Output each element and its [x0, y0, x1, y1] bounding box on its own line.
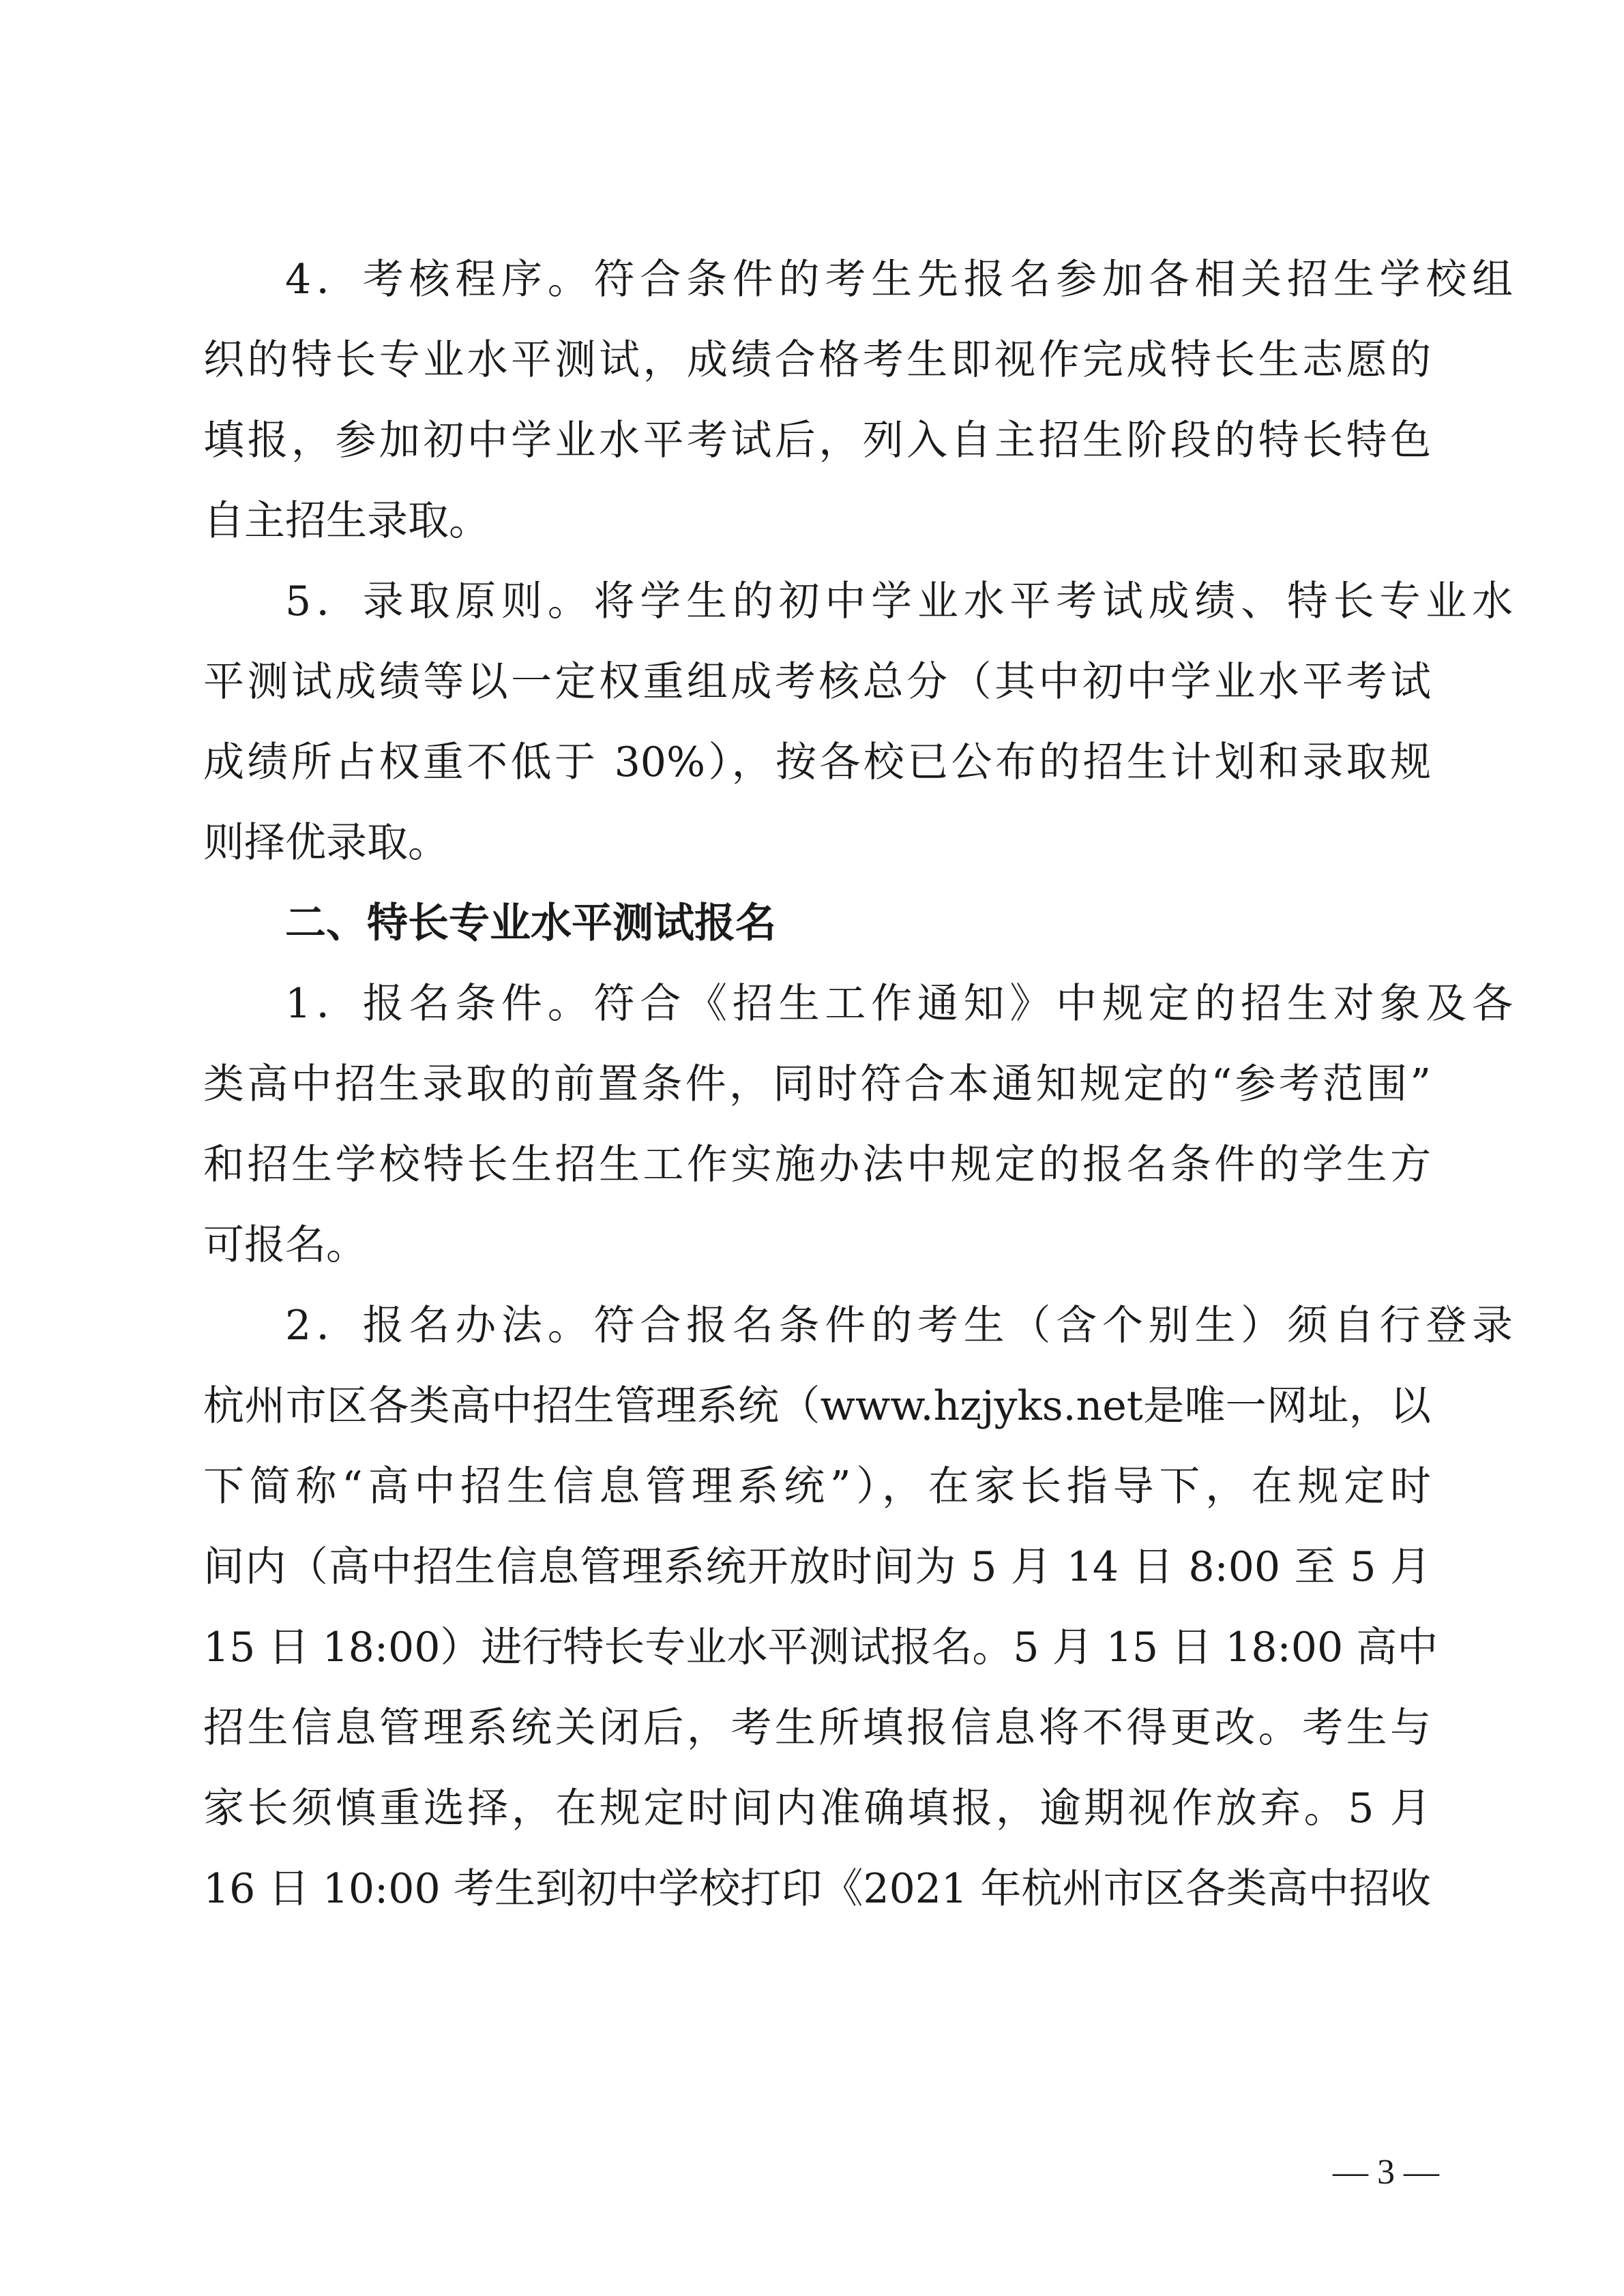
text-line-11: 类高中招生录取的前置条件，同时符合本通知规定的“参考范围” [203, 1060, 1431, 1108]
text-line-13: 可报名。 [203, 1221, 367, 1269]
text-line-21: 16 日 10:00 考生到初中学校打印《2021 年杭州市区各类高中招收 [203, 1865, 1431, 1913]
page-number: — 3 — [1333, 2153, 1439, 2192]
text-line-20: 家长须慎重选择，在规定时间内准确填报，逾期视作放弃。5 月 [203, 1785, 1431, 1832]
text-line-10: 1．报名条件。符合《招生工作通知》中规定的招生对象及各 [285, 980, 1513, 1028]
text-line-14: 2．报名办法。符合报名条件的考生（含个别生）须自行登录 [285, 1302, 1513, 1350]
text-line-1: 4．考核程序。符合条件的考生先报名参加各相关招生学校组 [285, 256, 1513, 303]
text-line-6: 平测试成绩等以一定权重组成考核总分（其中初中学业水平考试 [203, 658, 1431, 706]
section-heading: 二、特长专业水平测试报名 [285, 899, 776, 947]
text-line-4: 自主招生录取。 [203, 497, 490, 545]
text-line-17: 间内（高中招生信息管理系统开放时间为 5 月 14 日 8:00 至 5 月 [203, 1543, 1431, 1591]
text-line-8: 则择优录取。 [203, 819, 449, 867]
text-line-15: 杭州市区各类高中招生管理系统（www.hzjyks.net是唯一网址，以 [203, 1382, 1431, 1430]
text-line-7: 成绩所占权重不低于 30%），按各校已公布的招生计划和录取规 [203, 739, 1431, 786]
text-line-5: 5．录取原则。将学生的初中学业水平考试成绩、特长专业水 [285, 578, 1513, 625]
text-line-18: 15 日 18:00）进行特长专业水平测试报名。5 月 15 日 18:00 高中 [203, 1624, 1438, 1671]
text-line-19: 招生信息管理系统关闭后，考生所填报信息将不得更改。考生与 [203, 1704, 1431, 1752]
text-line-16: 下简称“高中招生信息管理系统”），在家长指导下，在规定时 [203, 1463, 1431, 1510]
text-line-2: 织的特长专业水平测试，成绩合格考生即视作完成特长生志愿的 [203, 336, 1431, 384]
text-line-3: 填报，参加初中学业水平考试后，列入自主招生阶段的特长特色 [203, 417, 1431, 464]
text-line-12: 和招生学校特长生招生工作实施办法中规定的报名条件的学生方 [203, 1141, 1431, 1189]
